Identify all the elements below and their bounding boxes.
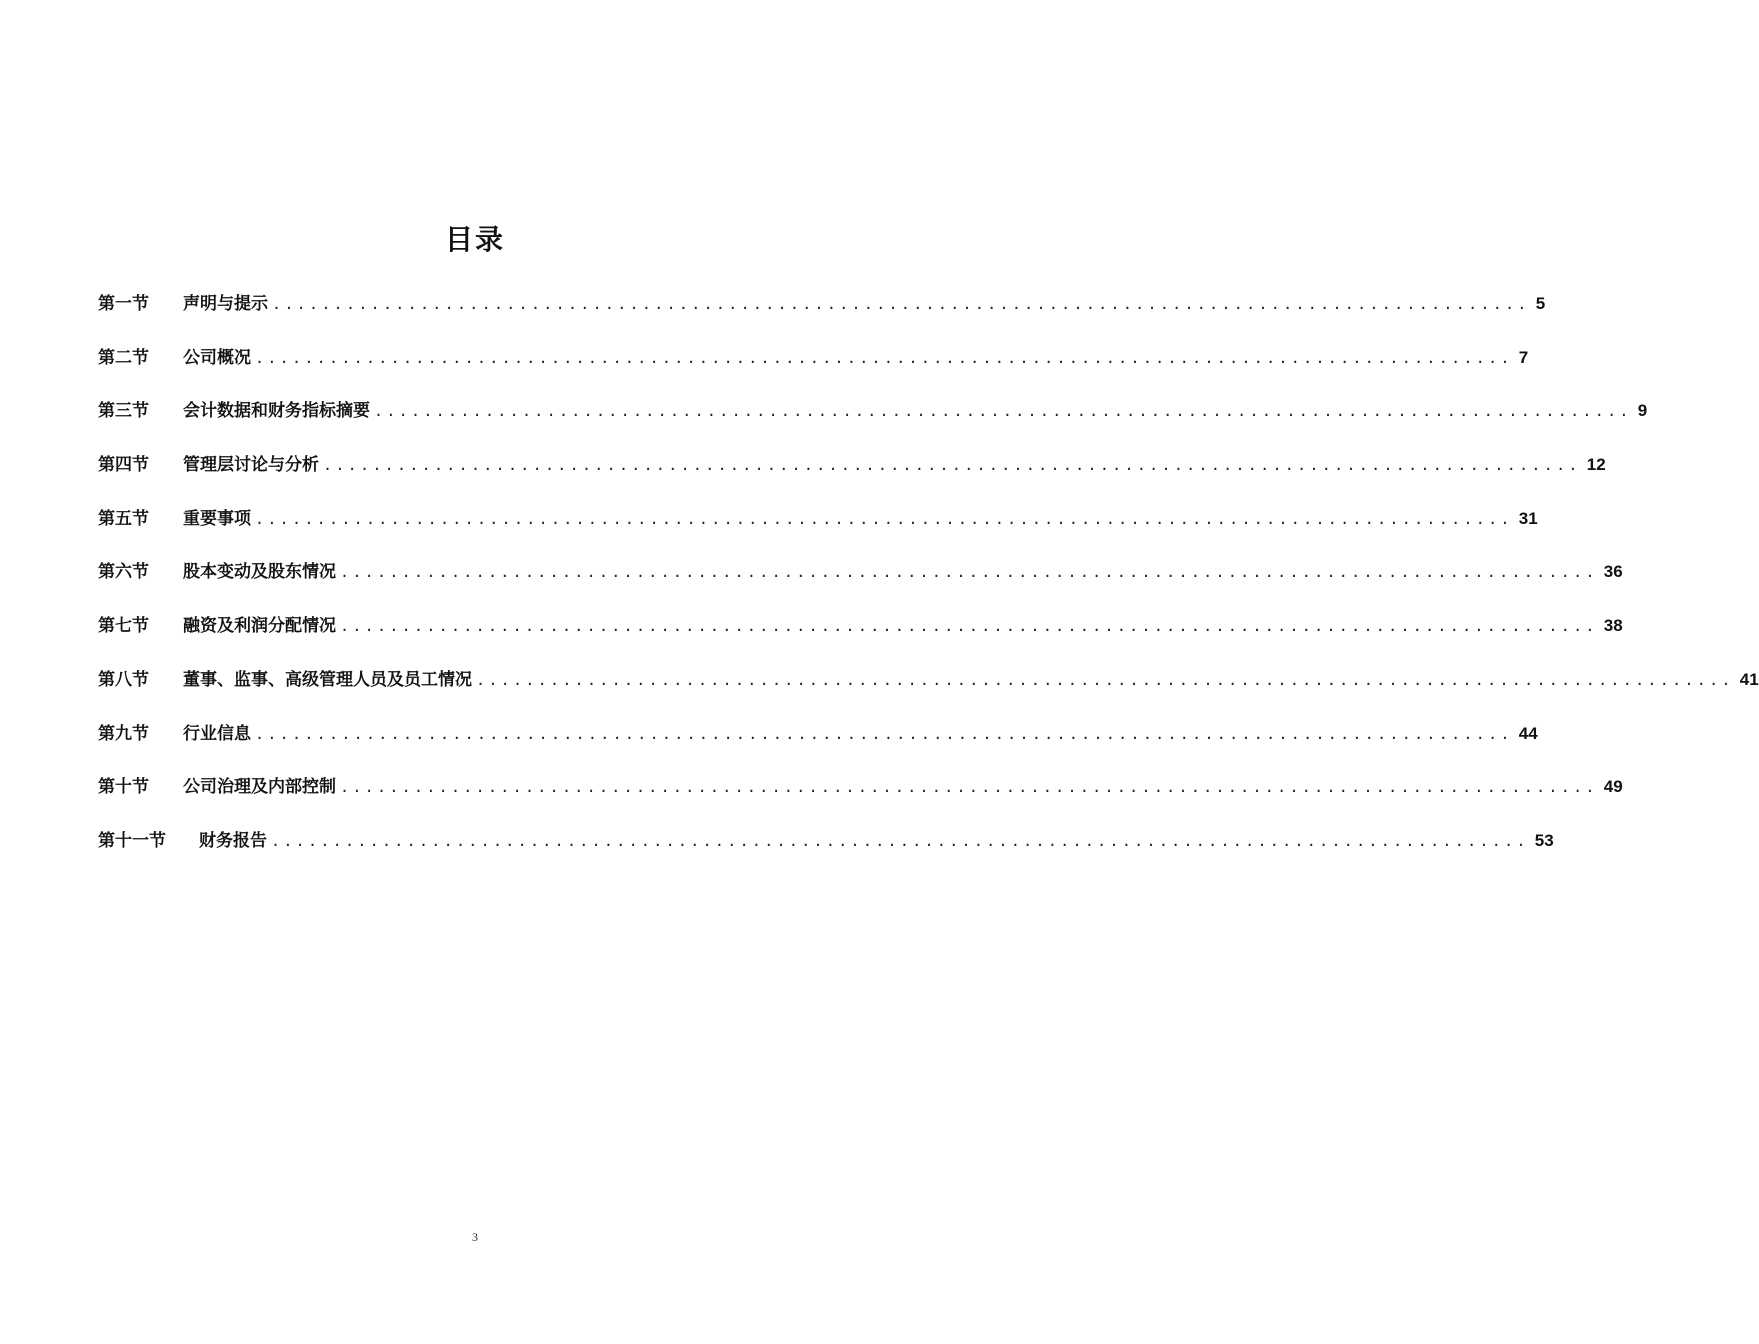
toc-entry[interactable] [98,611,1623,665]
toc-section-number: 第三节 [98,401,149,422]
toc-section-title: 董事、监事、高级管理人员及员工情况 [183,669,472,690]
toc-leader-dots: ...................................................................................................... [255,724,1513,743]
toc-page-number: 44 [1518,723,1538,743]
toc-page-number: 12 [1586,455,1606,475]
toc-leader-dots: ...................................................................................................... [340,778,1598,797]
toc-entry[interactable] [98,772,1623,826]
toc-page-number: 38 [1603,616,1623,636]
toc-page-number: 9 [1637,401,1648,421]
toc-leader-dots: ...................................................................................................... [323,456,1581,475]
toc-entry[interactable] [98,719,1538,773]
toc-page-number: 5 [1535,294,1546,313]
toc-section-number: 第二节 [98,347,149,368]
table-of-contents [98,289,1759,880]
toc-section-title: 声明与提示 [183,294,268,314]
toc-leader-dots: ...................................................................................................... [476,670,1734,689]
toc-section-number: 第十一节 [98,830,166,851]
toc-entry[interactable] [98,504,1538,558]
toc-entry[interactable] [98,665,1759,719]
toc-leader-dots: ...................................................................................................... [374,402,1632,421]
toc-section-number: 第十节 [98,777,149,798]
toc-entry[interactable] [98,343,1529,397]
toc-section-number: 第九节 [98,723,149,744]
toc-page-number: 41 [1739,669,1759,689]
toc-page-number: 49 [1603,777,1623,797]
toc-section-number: 第一节 [98,294,149,314]
toc-section-title: 融资及利润分配情况 [183,616,336,637]
toc-section-number: 第四节 [98,455,149,476]
toc-section-number: 第六节 [98,562,149,583]
toc-section-title: 公司概况 [183,347,251,368]
toc-entry[interactable] [98,396,1648,450]
page-footer-number: 3 [472,1230,478,1244]
toc-section-number: 第八节 [98,669,149,690]
toc-page-number: 31 [1518,508,1538,528]
toc-page-number: 53 [1534,830,1554,850]
toc-entry[interactable] [98,450,1606,504]
toc-section-title: 管理层讨论与分析 [183,455,319,476]
toc-entry[interactable] [98,289,1546,343]
toc-section-title: 股本变动及股东情况 [183,562,336,583]
toc-page-number: 7 [1518,347,1529,367]
toc-section-number: 第七节 [98,616,149,637]
toc-leader-dots: ...................................................................................................... [340,563,1598,582]
toc-leader-dots: ...................................................................................................... [255,509,1513,528]
toc-leader-dots: ...................................................................................................... [272,295,1530,313]
toc-leader-dots: ...................................................................................................... [255,348,1513,367]
toc-section-title: 公司治理及内部控制 [183,777,336,798]
toc-leader-dots: ...................................................................................................... [340,617,1598,636]
page-title: 目录 [444,223,505,256]
toc-section-number: 第五节 [98,508,149,529]
toc-leader-dots: ...................................................................................................... [271,831,1529,850]
toc-entry[interactable] [98,826,1554,880]
toc-entry[interactable] [98,557,1623,611]
toc-section-title: 会计数据和财务指标摘要 [183,401,370,422]
toc-section-title: 行业信息 [183,723,251,744]
toc-section-title: 重要事项 [183,508,251,529]
toc-page-number: 36 [1603,562,1623,582]
toc-section-title: 财务报告 [199,830,267,851]
